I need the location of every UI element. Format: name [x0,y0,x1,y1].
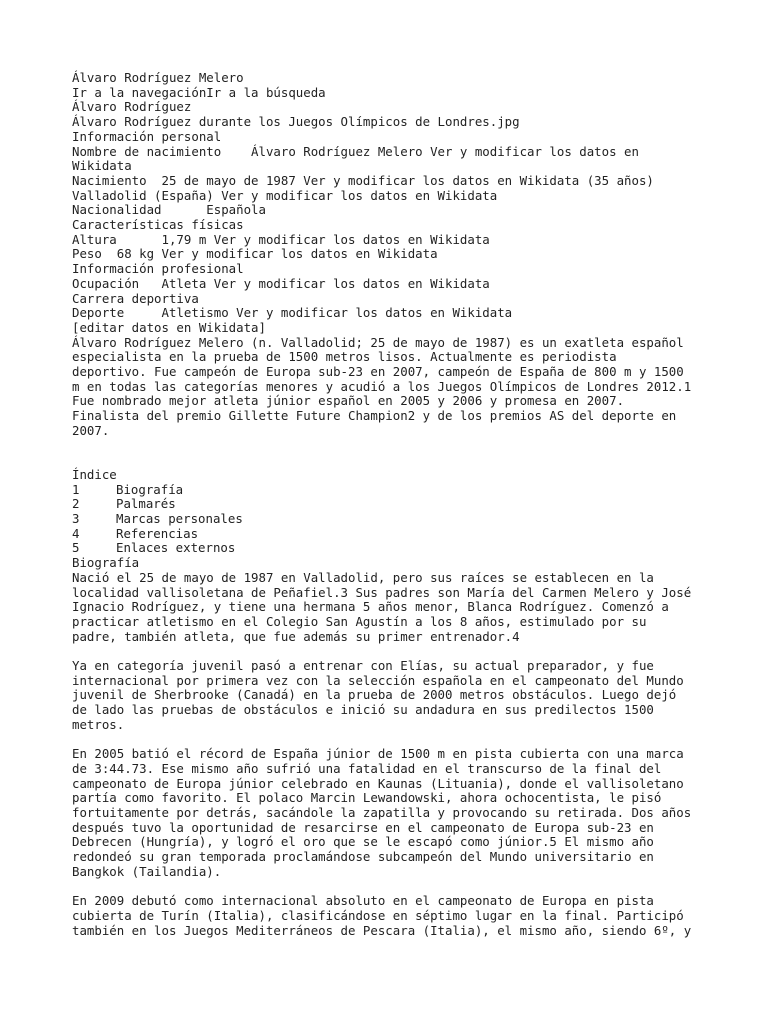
infobox [72,100,712,335]
toc-item-referencias[interactable] [72,527,712,542]
paragraph-line: redondeó su gran temporada proclamándose subcampeón del Mundo universitario en [72,849,654,865]
toc-item-marcas[interactable] [72,512,712,527]
intro-line: Álvaro Rodríguez Melero (n. Valladolid; 25 de mayo de 1987) es un exatleta español [72,334,684,350]
paragraph-line: Bangkok (Tailandia). [72,863,222,879]
table-of-contents [72,468,712,556]
spacer [72,644,712,659]
paragraph-line: En 2009 debutó como internacional absoluto en el campeonato de Europa en pista [72,893,654,909]
toc-item-number: 2 [72,496,80,512]
page-title: Álvaro Rodríguez Melero [72,70,244,85]
infobox-section-professional: Información profesional [72,261,244,277]
paragraph-line: partía como favorito. El polaco Marcin Lewandowski, ahora ochocentista, le pisó [72,790,662,806]
toc-item-label[interactable]: Biografía [116,481,184,497]
toc-item-enlaces[interactable] [72,541,712,556]
paragraph-line: también en los Juegos Mediterráneos de Pescara (Italia), el mismo año, siendo 6º, y [72,922,692,938]
paragraph-line: después tuvo la oportunidad de resarcirse en el campeonato de Europa sub-23 en [72,819,654,835]
infobox-nationality: Nacionalidad Española [72,202,266,218]
intro-line: Fue nombrado mejor atleta júnior español en 2005 y 2006 y promesa en 2007. [72,393,625,409]
infobox-birth-place: Valladolid (España) Ver y modificar los datos en Wikidata [72,187,498,203]
paragraph-line: internacional por primera vez con la selección española en el campeonato del Mundo [72,672,684,688]
spacer [72,880,712,895]
intro-paragraph [72,336,712,439]
toc-item-label[interactable]: Palmarés [116,496,176,512]
paragraph-line: Ya en categoría juvenil pasó a entrenar con Elías, su actual preparador, y fue [72,658,654,674]
toc-item-number: 4 [72,525,80,541]
toc-item-label[interactable]: Marcas personales [116,511,243,527]
toc-item-number: 3 [72,511,80,527]
paragraph-line: de lado las pruebas de obstáculos e inició su andadura en sus predilectos 1500 [72,702,654,718]
infobox-sport: Deporte Atletismo Ver y modificar los datos en Wikidata [72,305,513,321]
paragraph-line: fortuitamente por detrás, sacándole la zapatilla y provocando su retirada. Dos años [72,805,692,821]
toc-item-number: 1 [72,481,80,497]
edit-wikidata-link[interactable]: [editar datos en Wikidata] [72,319,266,335]
skip-links[interactable]: Ir a la navegaciónIr a la búsqueda [72,84,326,100]
infobox-section-personal: Información personal [72,128,222,144]
paragraph-line: En 2005 batió el récord de España júnior de 1500 m en pista cubierta con una marca [72,746,684,762]
paragraph-line: metros. [72,716,125,732]
document-page [72,71,712,938]
infobox-occupation: Ocupación Atleta Ver y modificar los datos en Wikidata [72,275,490,291]
paragraph-line: localidad vallisoletana de Peñafiel.3 Sus padres son María del Carmen Melero y José [72,584,692,600]
infobox-name: Álvaro Rodríguez [72,99,192,115]
paragraph-line: Debrecen (Hungría), y logró el oro que se le escapó como júnior.5 El mismo año [72,834,654,850]
biography-paragraph [72,571,712,645]
infobox-section-career: Carrera deportiva [72,290,199,306]
paragraph-line: practicar atletismo en el Colegio San Agustín a los 8 años, estimulado por su [72,613,647,629]
biography-section [72,556,712,938]
infobox-section-physical: Características físicas [72,217,244,233]
spacer [72,733,712,748]
biography-paragraph [72,894,712,938]
paragraph-line: padre, también atleta, que fue además su primer entrenador.4 [72,628,520,644]
toc-item-palmares[interactable] [72,497,712,512]
paragraph-line: de 3:44.73. Ese mismo año sufrió una fatalidad en el transcurso de la final del [72,760,662,776]
paragraph-line: cubierta de Turín (Italia), clasificándose en séptimo lugar en la final. Participó [72,907,684,923]
infobox-image-caption[interactable]: Álvaro Rodríguez durante los Juegos Olímpicos de Londres.jpg [72,114,520,130]
infobox-birth-name-cont: Wikidata [72,158,132,174]
toc-item-number: 5 [72,540,80,556]
infobox-weight: Peso 68 kg Ver y modificar los datos en Wikidata [72,246,438,262]
paragraph-line: juvenil de Sherbrooke (Canadá) en la prueba de 2000 metros obstáculos. Luego dejó [72,687,677,703]
intro-line: m en todas las categorías menores y acudió a los Juegos Olímpicos de Londres 2012.1 [72,378,692,394]
intro-line: especialista en la prueba de 1500 metros lisos. Actualmente es periodista [72,349,617,365]
biography-paragraph [72,659,712,733]
infobox-height: Altura 1,79 m Ver y modificar los datos en Wikidata [72,231,490,247]
intro-line: deportivo. Fue campeón de Europa sub-23 en 2007, campeón de España de 800 m y 1500 [72,364,684,380]
paragraph-line: Ignacio Rodríguez, y tiene una hermana 5 años menor, Blanca Rodríguez. Comenzó a [72,599,669,615]
section-heading: Biografía [72,555,140,571]
toc-item-label[interactable]: Referencias [116,525,199,541]
paragraph-line: campeonato de Europa júnior celebrado en Kaunas (Lituania), donde el vallisoletano [72,775,684,791]
infobox-birth: Nacimiento 25 de mayo de 1987 Ver y modificar los datos en Wikidata (35 años) [72,172,654,188]
intro-line: Finalista del premio Gillette Future Champion2 y de los premios AS del deporte en [72,408,677,424]
paragraph-line: Nació el 25 de mayo de 1987 en Valladolid, pero sus raíces se establecen en la [72,569,654,585]
infobox-birth-name: Nombre de nacimiento Álvaro Rodríguez Melero Ver y modificar los datos en [72,143,639,159]
toc-item-biografia[interactable] [72,483,712,498]
spacer [72,439,712,468]
biography-paragraph [72,747,712,879]
intro-line: 2007. [72,422,110,438]
toc-title: Índice [72,466,117,482]
toc-item-label[interactable]: Enlaces externos [116,540,236,556]
